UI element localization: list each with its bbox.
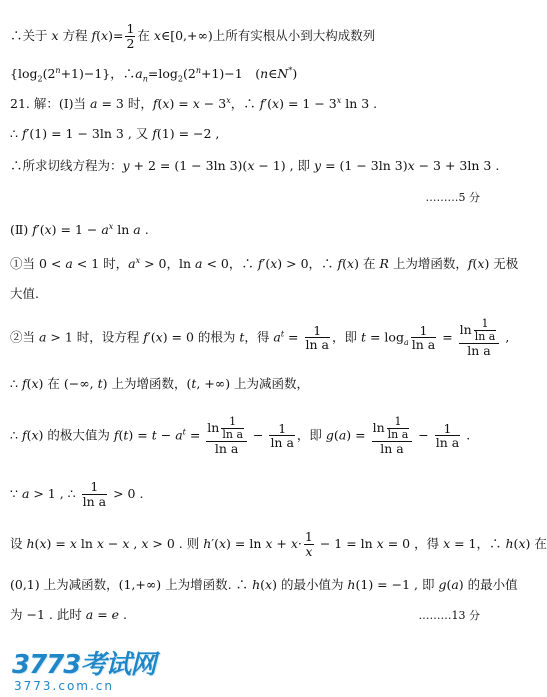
line-8: 大值. [10,286,39,301]
fraction-nested: ln $\frac{1}{\text{ln a}}$ ln a [206,416,247,456]
line-13: 设 h(x) = x ln x − x , x > 0 . 则 h′(x) = ln x + x· $\frac{1}{x}$ − 1 = ln x = 0 ，得 x = 1，∴ h(x) 在 [10,529,547,559]
line-15: 为 −1 . 此时 a = e . [10,607,128,622]
fraction-half: $\frac{1}{2}$ [126,21,135,51]
line-10: ∴ f(x) 在 (−∞, t) 上为增函数，(t, +∞) 上为减函数， [10,376,310,391]
line-5: ∴所求切线方程为：y + 2 = (1 − 3ln 3)(x − 1) , 即 y = (1 − 3ln 3)x − 3 + 3ln 3 . [10,158,500,173]
fraction-one-over-x: $\frac{1}{x}$ [304,529,313,559]
watermark-brand: 3773考试网 [12,650,156,680]
fraction-nested: ln $\frac{1}{\text{ln a}}$ ln a [459,318,500,358]
watermark-logo [12,644,155,693]
watermark-site: 3773.com.cn [14,679,114,693]
line-14: (0,1) 上为减函数，(1,+∞) 上为增函数. ∴ h(x) 的最小值为 h(1) = −1 , 即 g(a) 的最小值 [10,577,518,592]
line-6: (Ⅱ) $f'(x) = 1 - a^x$ ln a . [10,221,149,237]
line-12: ∵ a > 1 , ∴ $\frac{1}{\text{ln a}}$ > 0 . [10,479,144,509]
fraction-one-over-ln-a: $\frac{1}{\text{ln a}}$ [82,479,107,509]
line-9: ②当 a > 1 时，设方程 f′(x) = 0 的根为 t，得 $a^t$ = $\frac{1}{\text{ln a}}$ ，即 $t = \log_a$ $\frac{1}{\text{ln a}}$ = ln $\frac{1}{\text{ln a}}$ ln a , [10,317,510,359]
line-2: $\{\log_2(2^n+1)-1\}$，$\therefore a_n=\log_2(2^n+1)-1$ (n∈N*) [10,65,298,84]
fraction-one-over-ln-a: $\frac{1}{\text{ln a}}$ [305,322,329,353]
line-1: ∴关于 x 方程 f(x)= $\frac{1}{2}$ 在 x∈[0,+∞)上所有实根从小到大构成数列 [10,21,376,51]
fraction-one-over-ln-a: $\frac{1}{\text{ln a}}$ [270,420,294,451]
fraction-one-over-ln-a: $\frac{1}{\text{ln a}}$ [411,322,436,353]
score-marker-2: ………13 分 [418,609,480,622]
line-7: ①当 0 < a < 1 时，$a^x > 0$，ln a < 0，∴ f′(x) > 0，∴ f(x) 在 R 上为增函数，f(x) 无极 [10,255,519,271]
fraction-nested: ln $\frac{1}{\text{ln a}}$ ln a [372,416,413,456]
line-3: 21. 解：(Ⅰ)当 a = 3 时，$f(x) = x - 3^x$，∴ $f'(x) = 1 - 3^x$ ln 3 . [10,95,378,111]
fraction-one-over-ln-a: $\frac{1}{\text{ln a}}$ [435,420,460,451]
score-marker-1: ………5 分 [425,191,480,204]
line-4: ∴ f′(1) = 1 − 3ln 3 , 又 f(1) = −2 , [10,126,220,141]
line-11: ∴ f(x) 的极大值为 $f(t) = t - a^t$ = ln $\frac{1}{\text{ln a}}$ ln a − $\frac{1}{\text{ln a}}$ ，即 g(a) = ln $\frac{1}{\text{ln a}}$ ln a − $\frac{1}{\text{ln a}}$ . [10,415,471,457]
